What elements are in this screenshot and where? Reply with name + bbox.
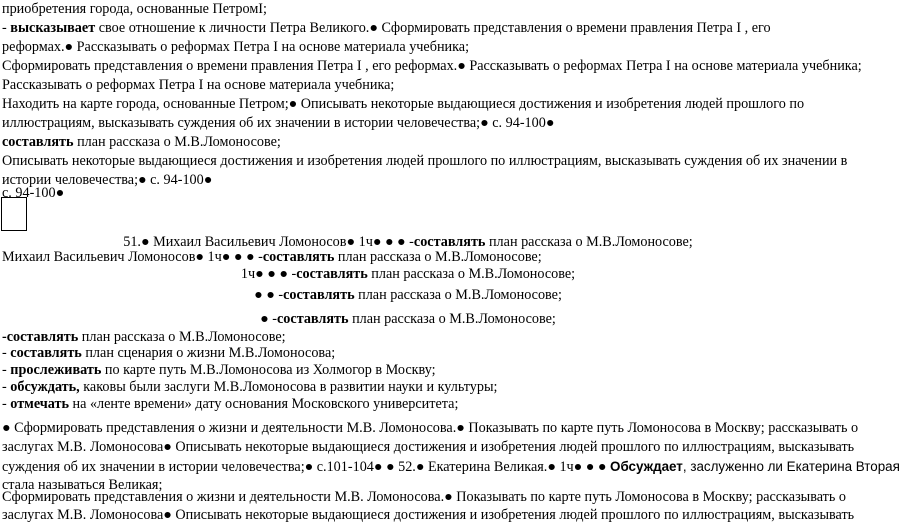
- text-line: Описывать некоторые выдающиеся достижения и изобретения людей прошлого по иллюстрациям, высказывать суждения об их значении в: [2, 153, 848, 169]
- text-line: Находить на карте города, основанные Петром;● Описывать некоторые выдающиеся достижения и изобретения людей прошлого по: [2, 96, 805, 112]
- bold-keyword: составлять: [283, 287, 355, 303]
- bold-keyword: -составлять: [2, 329, 79, 345]
- text-line: - прослеживать по карте путь М.В.Ломоносова из Холмогор в Москву;: [2, 362, 436, 378]
- bold-keyword: составлять: [10, 345, 82, 361]
- bold-keyword: обсуждать,: [10, 379, 80, 395]
- text-line: - отмечать на «ленте времени» дату основания Московского университета;: [2, 396, 459, 412]
- empty-table-cell: [1, 197, 27, 231]
- bold-keyword: высказывает: [10, 20, 96, 36]
- text-line: Рассказывать о реформах Петра I на основе материала учебника;: [2, 77, 395, 93]
- text-line: приобретения города, основанные ПетромI;: [2, 1, 267, 17]
- text-line: иллюстрациям, высказывать суждения об их значении в истории человечества;● с. 94-100●: [2, 115, 555, 131]
- text-line: - высказывает свое отношение к личности Петра Великого.● Сформировать представления о времени правления Петра I , его: [2, 20, 771, 36]
- bold-keyword: составлять: [277, 311, 349, 327]
- text-line: ● Сформировать представления о жизни и деятельности М.В. Ломоносова.● Показывать по карте путь Ломоносова в Москву; рассказывать о: [2, 420, 859, 436]
- text-line: Михаил Васильевич Ломоносов● 1ч● ● ● -составлять план рассказа о М.В.Ломоносове;: [2, 249, 542, 265]
- bold-keyword: составлять: [2, 134, 74, 150]
- centered-line: 1ч● ● ● -составлять план рассказа о М.В.Ломоносове;: [240, 266, 576, 282]
- text-line: составлять план рассказа о М.В.Ломоносове;: [2, 134, 281, 150]
- centered-line: ● ● -составлять план рассказа о М.В.Ломоносове;: [254, 287, 562, 303]
- text-line: заслугах М.В. Ломоносова● Описывать некоторые выдающиеся достижения и изобретения людей прошлого по иллюстрациям, высказывать: [2, 507, 855, 523]
- text-line: реформах.● Рассказывать о реформах Петра I на основе материала учебника;: [2, 39, 470, 55]
- centered-line: 51.● Михаил Васильевич Ломоносов● 1ч● ● ● -составлять план рассказа о М.В.Ломоносове;: [123, 234, 693, 250]
- text-line: стала называться Великая;: [2, 477, 163, 493]
- text-line: -составлять план рассказа о М.В.Ломоносове;: [2, 329, 286, 345]
- text-line: истории человечества;● с. 94-100●: [2, 172, 213, 188]
- text-line: - составлять план сценария о жизни М.В.Ломоносова;: [2, 345, 336, 361]
- text-line: - обсуждать, каковы были заслуги М.В.Ломоносова в развитии науки и культуры;: [2, 379, 498, 395]
- bold-keyword: составлять: [262, 249, 335, 265]
- text-line: суждения об их значении в истории человечества;● с.101-104● ● 52.● Екатерина Великая.● 1ч● ● ● Обсуждает, заслуженно ли Екатерина Вторая: [2, 459, 900, 475]
- text-line: с. 94-100●: [2, 185, 65, 201]
- text-line: Сформировать представления о жизни и деятельности М.В. Ломоносова.● Показывать по карте путь Ломоносова в Москву; рассказывать о: [2, 489, 846, 505]
- text-line: заслугах М.В. Ломоносова● Описывать некоторые выдающиеся достижения и изобретения людей прошлого по иллюстрациям, высказывать: [2, 439, 855, 455]
- centered-line: ● -составлять план рассказа о М.В.Ломоносове;: [260, 311, 556, 327]
- bold-keyword: составлять: [413, 234, 486, 250]
- bold-keyword: Обсуждает: [610, 459, 683, 474]
- bold-keyword: прослеживать: [10, 362, 102, 378]
- text-line: Сформировать представления о времени правления Петра I , его реформах.● Рассказывать о реформах Петра I на основе материала учебника;: [2, 58, 862, 74]
- bold-keyword: составлять: [296, 266, 368, 282]
- bold-keyword: отмечать: [10, 396, 69, 412]
